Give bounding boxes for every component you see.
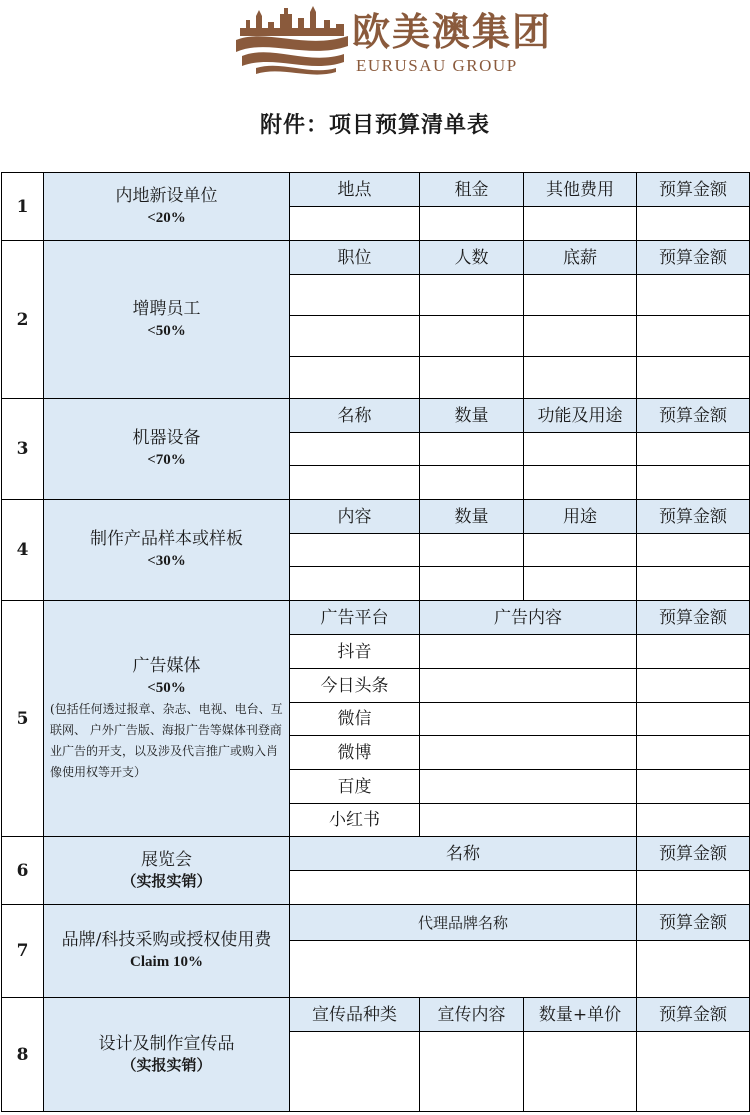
entry-cell[interactable] (290, 567, 420, 601)
entry-cell[interactable] (637, 207, 750, 241)
entry-cell[interactable] (637, 635, 750, 669)
entry-cell[interactable] (420, 770, 637, 804)
logo-chinese-name: 欧美澳集团 (352, 10, 553, 54)
column-header: 人数 (420, 241, 524, 275)
category-cell (44, 241, 290, 399)
table-row (2, 173, 750, 207)
column-header: 名称 (290, 399, 420, 433)
entry-cell[interactable] (420, 316, 524, 357)
entry-cell[interactable] (637, 275, 750, 316)
entry-cell[interactable] (420, 433, 524, 466)
category-limit: <30% (147, 553, 186, 569)
category-name: 品牌/科技采购或授权使用费 (61, 930, 272, 950)
column-header: 宣传品种类 (290, 998, 420, 1032)
category-limit: <50% (147, 679, 186, 696)
platform-label: 微博 (290, 736, 420, 770)
column-header: 预算金额 (637, 241, 750, 275)
column-header: 功能及用途 (524, 399, 637, 433)
entry-cell[interactable] (637, 433, 750, 466)
entry-cell[interactable] (290, 433, 420, 466)
platform-label: 百度 (290, 770, 420, 804)
entry-cell[interactable] (637, 871, 750, 905)
column-header: 预算金额 (637, 399, 750, 433)
row-number: 8 (2, 998, 44, 1112)
category-limit: Claim 10% (130, 954, 203, 970)
entry-cell[interactable] (420, 357, 524, 399)
column-header: 用途 (524, 500, 637, 534)
category-cell (44, 399, 290, 500)
category-name: 展览会 (141, 849, 192, 870)
entry-cell[interactable] (524, 1032, 637, 1112)
row-number: 3 (2, 399, 44, 500)
platform-label: 小红书 (290, 804, 420, 837)
column-header: 宣传内容 (420, 998, 524, 1032)
entry-cell[interactable] (524, 466, 637, 500)
entry-cell[interactable] (420, 635, 637, 669)
document-title: 附件：项目预算清单表 (259, 113, 490, 138)
platform-label: 微信 (290, 703, 420, 736)
table-row (2, 500, 750, 534)
entry-cell[interactable] (637, 669, 750, 703)
column-header: 预算金额 (637, 500, 750, 534)
entry-cell[interactable] (524, 316, 637, 357)
column-header: 预算金额 (637, 601, 750, 635)
category-name: 内地新设单位 (115, 185, 218, 206)
category-cell (44, 173, 290, 241)
entry-cell[interactable] (637, 770, 750, 804)
entry-cell[interactable] (637, 567, 750, 601)
category-name: 机器设备 (132, 428, 201, 448)
entry-cell[interactable] (420, 804, 637, 837)
category-cell (44, 500, 290, 601)
entry-cell[interactable] (524, 567, 637, 601)
entry-cell[interactable] (290, 871, 637, 905)
row-number: 5 (2, 601, 44, 837)
row-number: 2 (2, 241, 44, 399)
entry-cell[interactable] (637, 736, 750, 770)
category-cell (44, 905, 290, 998)
category-limit: <50% (147, 322, 186, 339)
table-row (2, 998, 750, 1032)
column-header: 预算金额 (637, 998, 750, 1032)
column-header: 预算金额 (637, 173, 750, 207)
logo-english-name: EURUSAU GROUP (356, 56, 518, 75)
column-header: 职位 (290, 241, 420, 275)
entry-cell[interactable] (420, 703, 637, 736)
column-header: 名称 (290, 837, 637, 871)
column-header: 内容 (290, 500, 420, 534)
entry-cell[interactable] (637, 804, 750, 837)
column-header: 地点 (290, 173, 420, 207)
category-cell (44, 998, 290, 1112)
category-name: 增聘员工 (132, 298, 201, 319)
entry-cell[interactable] (420, 669, 637, 703)
column-header: 代理品牌名称 (290, 905, 637, 941)
entry-cell[interactable] (637, 1032, 750, 1112)
entry-cell[interactable] (524, 534, 637, 567)
table-row (2, 905, 750, 941)
row-number: 4 (2, 500, 44, 601)
category-limit: （实报实销） (121, 1057, 212, 1074)
column-header: 数量 (420, 500, 524, 534)
category-limit: <70% (147, 452, 186, 468)
category-name: 广告媒体 (132, 655, 201, 676)
table-row (2, 601, 750, 635)
skyline-logo-icon (236, 6, 348, 76)
entry-cell[interactable] (420, 736, 637, 770)
entry-cell[interactable] (637, 357, 750, 399)
entry-cell[interactable] (637, 316, 750, 357)
column-header: 其他费用 (524, 173, 637, 207)
entry-cell[interactable] (420, 466, 524, 500)
column-header: 数量+单价 (524, 998, 637, 1032)
platform-label: 今日头条 (290, 669, 420, 703)
category-note: (包括任何透过报章、杂志、电视、电台、互联网、 户外广告版、海报广告等媒体刊登商业广告的开支，以及涉及代言推广或购入肖像使用权等开支） (50, 701, 283, 779)
column-header: 预算金额 (637, 837, 750, 871)
column-header: 预算金额 (637, 905, 750, 941)
entry-cell[interactable] (290, 316, 420, 357)
entry-cell[interactable] (637, 466, 750, 500)
category-limit: <20% (147, 209, 186, 226)
category-name: 设计及制作宣传品 (98, 1033, 235, 1054)
entry-cell[interactable] (524, 275, 637, 316)
column-header: 底薪 (524, 241, 637, 275)
entry-cell[interactable] (290, 357, 420, 399)
entry-cell[interactable] (290, 275, 420, 316)
entry-cell[interactable] (290, 1032, 420, 1112)
platform-label: 抖音 (290, 635, 420, 669)
budget-table (1, 172, 750, 1112)
category-name: 制作产品样本或样板 (90, 529, 243, 549)
row-number: 7 (2, 905, 44, 998)
column-header: 广告内容 (420, 601, 637, 635)
column-header: 广告平台 (290, 601, 420, 635)
row-number: 6 (2, 837, 44, 905)
entry-cell[interactable] (420, 567, 524, 601)
category-cell (44, 601, 290, 837)
entry-cell[interactable] (290, 534, 420, 567)
column-header: 数量 (420, 399, 524, 433)
entry-cell[interactable] (420, 534, 524, 567)
category-limit: （实报实销） (121, 873, 212, 890)
entry-cell[interactable] (290, 466, 420, 500)
category-cell (44, 837, 290, 905)
table-row (2, 241, 750, 275)
entry-cell[interactable] (290, 207, 420, 241)
table-row (2, 399, 750, 433)
entry-cell[interactable] (637, 941, 750, 998)
entry-cell[interactable] (524, 433, 637, 466)
entry-cell[interactable] (637, 703, 750, 736)
entry-cell[interactable] (524, 357, 637, 399)
entry-cell[interactable] (290, 941, 637, 998)
entry-cell[interactable] (420, 1032, 524, 1112)
company-logo (236, 6, 553, 76)
table-row (2, 837, 750, 871)
entry-cell[interactable] (420, 207, 524, 241)
row-number: 1 (2, 173, 44, 241)
entry-cell[interactable] (420, 275, 524, 316)
entry-cell[interactable] (637, 534, 750, 567)
column-header: 租金 (420, 173, 524, 207)
entry-cell[interactable] (524, 207, 637, 241)
